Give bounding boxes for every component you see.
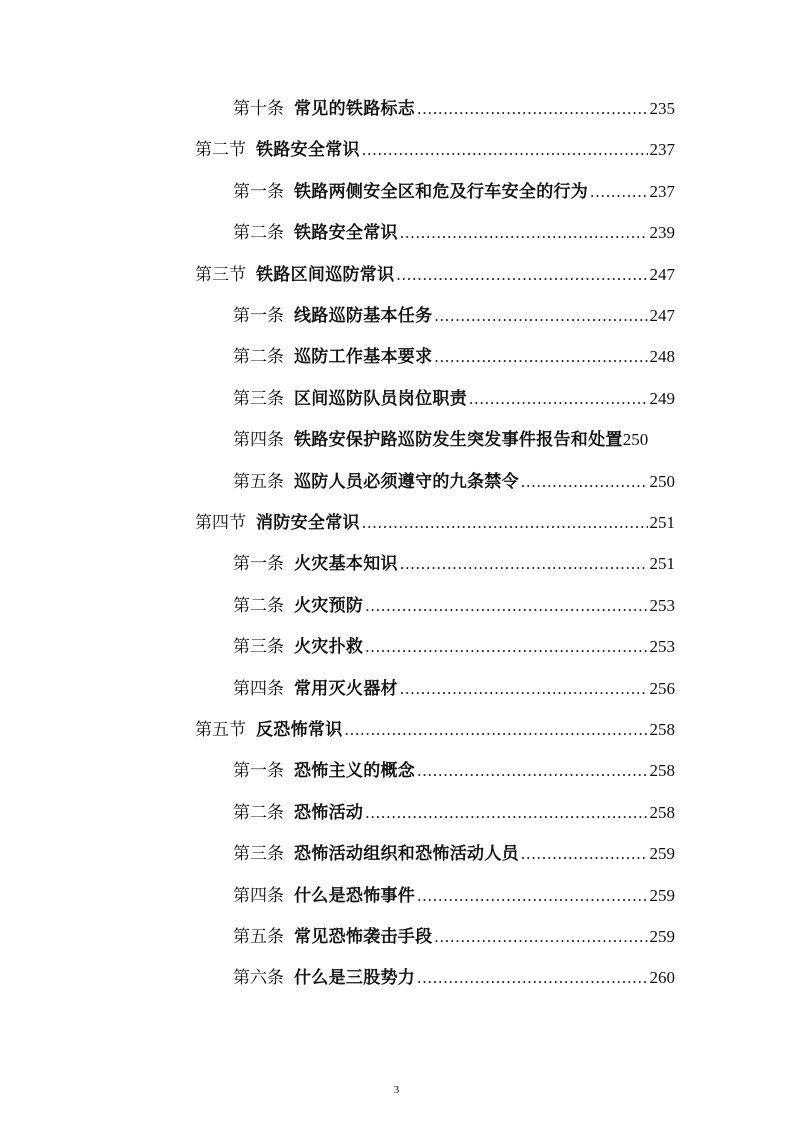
- toc-entry-article[interactable]: [233, 386, 675, 412]
- toc-entry-page: 250: [622, 430, 649, 450]
- dot-leader: [434, 924, 647, 950]
- toc-entry-article[interactable]: [233, 800, 675, 826]
- toc-entry-page: 249: [649, 388, 675, 408]
- toc-entry-article[interactable]: [233, 841, 675, 867]
- toc-entry-title: 火灾预防: [294, 595, 364, 615]
- toc-entry-title: 什么是三股势力: [294, 968, 416, 988]
- dot-leader: [417, 883, 647, 909]
- toc-entry-number: 第五条: [233, 471, 284, 491]
- dot-leader: [590, 179, 647, 205]
- toc-entry-page: 253: [649, 637, 675, 657]
- toc-entry-article[interactable]: [233, 965, 675, 991]
- toc-entry-page: 251: [649, 554, 675, 574]
- dot-leader: [400, 220, 648, 246]
- dot-leader: [365, 593, 647, 619]
- toc-entry-number: 第二条: [233, 802, 284, 822]
- toc-entry-page: 253: [649, 595, 675, 615]
- toc-entry-article[interactable]: [233, 924, 675, 950]
- toc-entry-number: 第十条: [233, 99, 284, 118]
- dot-leader: [365, 634, 647, 660]
- toc-entry-page: 259: [649, 885, 675, 905]
- toc-entry-page: 250: [649, 471, 675, 491]
- toc-entry-number: 第二条: [233, 223, 284, 243]
- toc-entry-page: 235: [649, 99, 675, 118]
- toc-entry-number: 第四条: [233, 885, 284, 905]
- toc-entry-title: 消防安全常识: [256, 513, 360, 532]
- toc-entry-page: 237: [649, 181, 675, 201]
- toc-entry-number: 第一条: [233, 181, 284, 201]
- dot-leader: [365, 800, 647, 826]
- dot-leader: [400, 676, 648, 702]
- dot-leader: [396, 262, 647, 288]
- toc-entry-article[interactable]: [233, 469, 675, 495]
- toc-entry-title: 恐怖活动组织和恐怖活动人员: [294, 844, 519, 864]
- toc-entry-title: 巡防工作基本要求: [294, 347, 433, 367]
- toc-entry-number: 第四条: [233, 678, 284, 698]
- toc-entry-article[interactable]: [233, 427, 675, 453]
- dot-leader: [521, 469, 648, 495]
- dot-leader: [521, 841, 648, 867]
- toc-entry-page: 260: [649, 968, 675, 988]
- toc-entry-page: 258: [649, 761, 675, 781]
- toc-entry-title: 常用灭火器材: [294, 678, 398, 698]
- toc-entry-number: 第一条: [233, 761, 284, 781]
- toc-entry-page: 256: [649, 678, 675, 698]
- toc-entry-page: 248: [649, 347, 675, 367]
- toc-entry-title: 火灾基本知识: [294, 554, 398, 574]
- toc-entry-number: 第三条: [233, 844, 284, 864]
- toc-entry-title: 铁路安全常识: [294, 223, 398, 243]
- toc-entry-number: 第一条: [233, 306, 284, 325]
- toc-entry-article[interactable]: [233, 634, 675, 660]
- toc-entry-number: 第五条: [233, 927, 284, 946]
- toc-entry-article[interactable]: [233, 676, 675, 702]
- dot-leader: [434, 303, 647, 329]
- toc-entry-title: 常见恐怖袭击手段: [294, 927, 433, 946]
- toc-entry-section[interactable]: [195, 510, 675, 536]
- dot-leader: [400, 551, 648, 577]
- toc-entry-title: 火灾扑救: [294, 637, 364, 657]
- page-number: 3: [393, 1084, 400, 1096]
- dot-leader: [362, 510, 648, 536]
- toc-entry-page: 258: [649, 802, 675, 822]
- toc-entry-title: 恐怖主义的概念: [294, 761, 416, 781]
- toc-entry-title: 反恐怖常识: [256, 720, 343, 739]
- toc-entry-page: 259: [649, 844, 675, 864]
- toc-entry-article[interactable]: [233, 551, 675, 577]
- toc-entry-page: 258: [649, 720, 675, 739]
- toc-entry-title: 铁路安全常识: [256, 140, 360, 160]
- toc-entry-number: 第五节: [195, 720, 246, 739]
- toc-entry-title: 常见的铁路标志: [294, 99, 416, 118]
- toc-entry-article[interactable]: [233, 220, 675, 246]
- toc-entry-number: 第三条: [233, 388, 284, 408]
- toc-entry-title: 铁路安保护路巡防发生突发事件报告和处置: [294, 430, 623, 450]
- toc-entry-article[interactable]: [233, 303, 675, 329]
- dot-leader: [345, 717, 648, 743]
- dot-leader: [417, 96, 647, 122]
- toc-entry-page: 259: [649, 927, 675, 946]
- toc-entry-title: 巡防人员必须遵守的九条禁令: [294, 471, 519, 491]
- toc-entry-page: 251: [649, 513, 675, 532]
- toc-entry-page: 247: [649, 264, 675, 284]
- toc-entry-number: 第六条: [233, 968, 284, 988]
- toc-entry-article[interactable]: [233, 758, 675, 784]
- toc-entry-article[interactable]: [233, 179, 675, 205]
- toc-entry-number: 第一条: [233, 554, 284, 574]
- toc-entry-number: 第四节: [195, 513, 246, 532]
- toc-entry-article[interactable]: [233, 883, 675, 909]
- toc-entry-article[interactable]: [233, 96, 675, 122]
- dot-leader: [417, 965, 647, 991]
- toc-entry-title: 铁路区间巡防常识: [256, 264, 395, 284]
- dot-leader: [417, 758, 647, 784]
- toc-entry-title: 线路巡防基本任务: [294, 306, 433, 325]
- toc-entry-number: 第三节: [195, 264, 246, 284]
- toc-entry-article[interactable]: [233, 344, 675, 370]
- toc-entry-section[interactable]: [195, 262, 675, 288]
- toc-entry-number: 第三条: [233, 637, 284, 657]
- toc-entry-number: 第二节: [195, 140, 246, 160]
- toc-entry-title: 铁路两侧安全区和危及行车安全的行为: [294, 181, 589, 201]
- toc-entry-section[interactable]: [195, 717, 675, 743]
- toc-entry-article[interactable]: [233, 593, 675, 619]
- toc-entry-title: 区间巡防队员岗位职责: [294, 388, 467, 408]
- toc-entry-page: 239: [649, 223, 675, 243]
- toc-entry-page: 237: [649, 140, 675, 160]
- dot-leader: [362, 137, 648, 163]
- toc-entry-number: 第二条: [233, 347, 284, 367]
- dot-leader: [469, 386, 648, 412]
- toc-entry-number: 第四条: [233, 430, 284, 450]
- toc-entry-section[interactable]: [195, 137, 675, 163]
- toc-entry-page: 247: [649, 306, 675, 325]
- toc-entry-title: 恐怖活动: [294, 802, 364, 822]
- toc-entry-number: 第二条: [233, 595, 284, 615]
- toc-entry-title: 什么是恐怖事件: [294, 885, 416, 905]
- dot-leader: [434, 344, 647, 370]
